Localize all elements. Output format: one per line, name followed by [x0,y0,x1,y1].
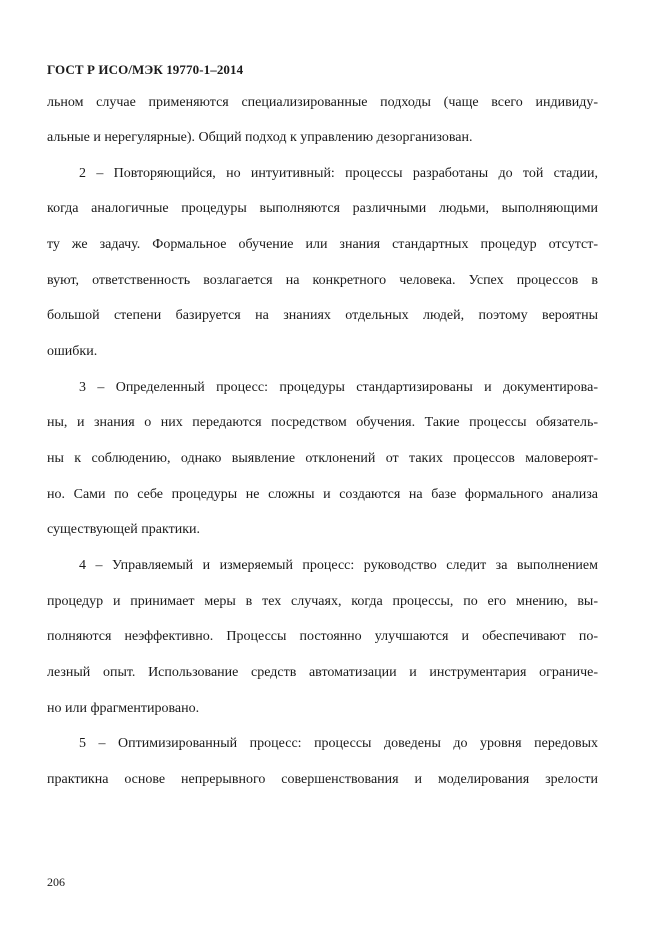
text-line: альные и нерегулярные). Общий подход к управлению дезорганизован. [47,130,473,145]
text-line: но или фрагментировано. [47,701,200,716]
paragraph-start-line: 5 – Оптимизированный процесс: процессы доведены до уровня передовых [79,736,598,751]
text-line: вуют, ответственность возлагается на конкретного человека. Успех процессов в [47,273,598,288]
text-line: полняются неэффективно. Процессы постоянно улучшаются и обеспечивают по- [47,629,598,644]
text-line: практикна основе непрерывного совершенствования и моделирования зрелости [47,772,598,787]
text-line: когда аналогичные процедуры выполняются различными людьми, выполняющими [47,201,598,216]
text-line: лезный опыт. Использование средств автоматизации и инструментария ограниче- [47,665,598,680]
page-number: 206 [47,875,65,889]
text-line: но. Сами по себе процедуры не сложны и создаются на базе формального анализа [47,487,598,502]
text-line: большой степени базируется на знаниях отдельных людей, поэтому вероятны [47,308,598,323]
text-line: льном случае применяются специализированные подходы (чаще всего индивиду- [47,95,598,110]
text-line: ошибки. [47,344,98,359]
paragraph-start-line: 2 – Повторяющийся, но интуитивный: процессы разработаны до той стадии, [79,166,598,181]
paragraph-start-line: 4 – Управляемый и измеряемый процесс: руководство следит за выполнением [79,558,598,573]
text-line: процедур и принимает меры в тех случаях, когда процессы, по его мнению, вы- [47,594,598,609]
text-line: ны к соблюдению, однако выявление отклонений от таких процессов маловероят- [47,451,598,466]
text-line: существующей практики. [47,522,201,537]
text-line: ту же задачу. Формальное обучение или знания стандартных процедур отсутст- [47,237,598,252]
text-line: ны, и знания о них передаются посредством обучения. Такие процессы обязатель- [47,415,598,430]
paragraph-start-line: 3 – Определенный процесс: процедуры стандартизированы и документирова- [79,380,598,395]
document-header: ГОСТ Р ИСО/МЭК 19770-1–2014 [47,62,244,77]
